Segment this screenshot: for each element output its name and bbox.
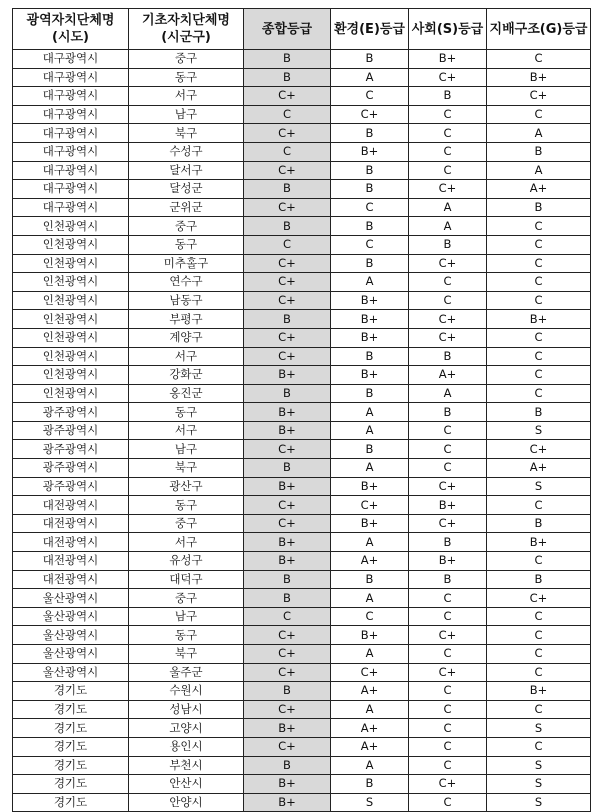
cell-social-grade: C+: [409, 514, 487, 533]
cell-sigungu: 대덕구: [129, 570, 244, 589]
cell-sigungu: 미추홀구: [129, 254, 244, 273]
cell-overall-grade: C: [244, 142, 331, 161]
cell-env-grade: B: [331, 50, 409, 69]
cell-sigungu: 부평구: [129, 310, 244, 329]
cell-sido: 울산광역시: [13, 589, 129, 608]
table-row: [13, 403, 591, 422]
table-row: [13, 347, 591, 366]
cell-sigungu: 부천시: [129, 756, 244, 775]
cell-sido: 광주광역시: [13, 477, 129, 496]
cell-env-grade: A+: [331, 552, 409, 571]
cell-sigungu: 서구: [129, 87, 244, 106]
cell-sigungu: 북구: [129, 124, 244, 143]
cell-env-grade: A+: [331, 737, 409, 756]
cell-gov-grade: C: [487, 235, 591, 254]
cell-overall-grade: C+: [244, 291, 331, 310]
table-row: [13, 589, 591, 608]
table-row: [13, 756, 591, 775]
cell-env-grade: A: [331, 459, 409, 478]
cell-social-grade: B+: [409, 552, 487, 571]
cell-overall-grade: B+: [244, 775, 331, 794]
header-sido: 광역자치단체명 (시도): [13, 9, 129, 50]
cell-overall-grade: B+: [244, 533, 331, 552]
cell-social-grade: C: [409, 756, 487, 775]
cell-sido: 인천광역시: [13, 273, 129, 292]
cell-overall-grade: C+: [244, 645, 331, 664]
cell-overall-grade: C+: [244, 626, 331, 645]
cell-overall-grade: C+: [244, 700, 331, 719]
cell-gov-grade: C: [487, 737, 591, 756]
cell-sido: 인천광역시: [13, 384, 129, 403]
cell-sigungu: 안산시: [129, 775, 244, 794]
cell-sido: 대구광역시: [13, 68, 129, 87]
cell-sido: 인천광역시: [13, 254, 129, 273]
cell-sido: 울산광역시: [13, 663, 129, 682]
cell-sido: 대구광역시: [13, 180, 129, 199]
cell-social-grade: C+: [409, 180, 487, 199]
cell-sigungu: 광산구: [129, 477, 244, 496]
cell-sigungu: 서구: [129, 533, 244, 552]
cell-social-grade: C: [409, 793, 487, 812]
cell-env-grade: B+: [331, 514, 409, 533]
cell-sigungu: 동구: [129, 626, 244, 645]
cell-social-grade: B: [409, 87, 487, 106]
cell-gov-grade: B+: [487, 682, 591, 701]
cell-sigungu: 중구: [129, 50, 244, 69]
cell-overall-grade: B: [244, 570, 331, 589]
table-row: [13, 328, 591, 347]
table-row: [13, 793, 591, 812]
cell-sigungu: 동구: [129, 235, 244, 254]
cell-social-grade: C+: [409, 626, 487, 645]
cell-social-grade: C+: [409, 663, 487, 682]
table-row: [13, 719, 591, 738]
cell-social-grade: C+: [409, 310, 487, 329]
cell-sido: 대구광역시: [13, 142, 129, 161]
cell-env-grade: C: [331, 607, 409, 626]
cell-env-grade: A: [331, 700, 409, 719]
cell-overall-grade: C+: [244, 328, 331, 347]
cell-sido: 경기도: [13, 682, 129, 701]
cell-gov-grade: S: [487, 477, 591, 496]
cell-overall-grade: B: [244, 756, 331, 775]
cell-overall-grade: C+: [244, 514, 331, 533]
cell-social-grade: C+: [409, 68, 487, 87]
cell-social-grade: C: [409, 105, 487, 124]
cell-overall-grade: C: [244, 105, 331, 124]
cell-env-grade: S: [331, 793, 409, 812]
cell-env-grade: A: [331, 68, 409, 87]
cell-sido: 인천광역시: [13, 366, 129, 385]
cell-sido: 인천광역시: [13, 217, 129, 236]
cell-env-grade: B: [331, 161, 409, 180]
cell-gov-grade: C+: [487, 440, 591, 459]
cell-sido: 대구광역시: [13, 198, 129, 217]
cell-sigungu: 연수구: [129, 273, 244, 292]
table-row: [13, 235, 591, 254]
cell-social-grade: C: [409, 142, 487, 161]
cell-sido: 대구광역시: [13, 87, 129, 106]
cell-env-grade: A: [331, 645, 409, 664]
cell-sigungu: 북구: [129, 459, 244, 478]
cell-gov-grade: S: [487, 756, 591, 775]
cell-env-grade: C+: [331, 105, 409, 124]
table-row: [13, 87, 591, 106]
cell-sigungu: 유성구: [129, 552, 244, 571]
table-row: [13, 161, 591, 180]
cell-gov-grade: C: [487, 700, 591, 719]
cell-sigungu: 고양시: [129, 719, 244, 738]
table-row: [13, 682, 591, 701]
cell-gov-grade: C: [487, 50, 591, 69]
cell-gov-grade: C: [487, 328, 591, 347]
cell-env-grade: B: [331, 124, 409, 143]
cell-sigungu: 용인시: [129, 737, 244, 756]
cell-gov-grade: C: [487, 626, 591, 645]
cell-gov-grade: B: [487, 570, 591, 589]
cell-sido: 인천광역시: [13, 310, 129, 329]
cell-env-grade: B+: [331, 477, 409, 496]
cell-overall-grade: B: [244, 384, 331, 403]
table-row: [13, 459, 591, 478]
cell-sigungu: 남구: [129, 440, 244, 459]
cell-gov-grade: B+: [487, 68, 591, 87]
cell-overall-grade: B: [244, 68, 331, 87]
table-row: [13, 105, 591, 124]
table-row: [13, 645, 591, 664]
cell-social-grade: C+: [409, 477, 487, 496]
cell-overall-grade: B+: [244, 719, 331, 738]
cell-gov-grade: B+: [487, 533, 591, 552]
cell-sido: 인천광역시: [13, 291, 129, 310]
cell-gov-grade: S: [487, 775, 591, 794]
header-row: [13, 9, 591, 50]
cell-gov-grade: A+: [487, 459, 591, 478]
table-row: [13, 477, 591, 496]
cell-sigungu: 남구: [129, 105, 244, 124]
cell-social-grade: A: [409, 198, 487, 217]
table-body: [13, 50, 591, 812]
cell-sigungu: 동구: [129, 68, 244, 87]
cell-gov-grade: C: [487, 366, 591, 385]
cell-sigungu: 강화군: [129, 366, 244, 385]
cell-social-grade: B+: [409, 50, 487, 69]
cell-gov-grade: C: [487, 663, 591, 682]
header-social-grade: 사회(S)등급: [409, 9, 487, 50]
cell-sigungu: 성남시: [129, 700, 244, 719]
cell-env-grade: B: [331, 440, 409, 459]
cell-sigungu: 남구: [129, 607, 244, 626]
cell-env-grade: B: [331, 217, 409, 236]
cell-gov-grade: B: [487, 142, 591, 161]
cell-overall-grade: B+: [244, 477, 331, 496]
cell-env-grade: B+: [331, 328, 409, 347]
cell-env-grade: B: [331, 180, 409, 199]
cell-sido: 광주광역시: [13, 421, 129, 440]
cell-overall-grade: C+: [244, 496, 331, 515]
cell-env-grade: C+: [331, 496, 409, 515]
cell-overall-grade: C+: [244, 87, 331, 106]
cell-social-grade: B: [409, 235, 487, 254]
cell-gov-grade: S: [487, 421, 591, 440]
header-overall-grade: 종합등급: [244, 9, 331, 50]
cell-overall-grade: B+: [244, 793, 331, 812]
cell-sigungu: 서구: [129, 347, 244, 366]
cell-env-grade: B+: [331, 142, 409, 161]
cell-overall-grade: C+: [244, 124, 331, 143]
header-env-grade: 환경(E)등급: [331, 9, 409, 50]
cell-sido: 광주광역시: [13, 440, 129, 459]
cell-sigungu: 수원시: [129, 682, 244, 701]
cell-sigungu: 안양시: [129, 793, 244, 812]
cell-env-grade: B: [331, 254, 409, 273]
table-row: [13, 552, 591, 571]
cell-gov-grade: C: [487, 552, 591, 571]
table-row: [13, 50, 591, 69]
cell-overall-grade: B: [244, 180, 331, 199]
cell-overall-grade: B: [244, 682, 331, 701]
cell-social-grade: C: [409, 124, 487, 143]
table-row: [13, 254, 591, 273]
cell-sigungu: 달서구: [129, 161, 244, 180]
table-row: [13, 663, 591, 682]
table-row: [13, 775, 591, 794]
cell-sido: 경기도: [13, 756, 129, 775]
cell-sido: 대구광역시: [13, 161, 129, 180]
table-row: [13, 626, 591, 645]
esg-grade-table: [12, 8, 591, 812]
cell-overall-grade: C+: [244, 737, 331, 756]
cell-overall-grade: B+: [244, 421, 331, 440]
cell-social-grade: C: [409, 459, 487, 478]
table-row: [13, 366, 591, 385]
cell-social-grade: C: [409, 700, 487, 719]
cell-env-grade: C: [331, 198, 409, 217]
table-row: [13, 198, 591, 217]
table-row: [13, 737, 591, 756]
header-gov-grade: 지배구조(G)등급: [487, 9, 591, 50]
cell-gov-grade: C: [487, 254, 591, 273]
cell-overall-grade: B: [244, 217, 331, 236]
cell-social-grade: B: [409, 533, 487, 552]
cell-sido: 대전광역시: [13, 514, 129, 533]
cell-gov-grade: A: [487, 124, 591, 143]
cell-sigungu: 북구: [129, 645, 244, 664]
cell-gov-grade: C: [487, 384, 591, 403]
cell-overall-grade: C+: [244, 254, 331, 273]
cell-env-grade: A: [331, 421, 409, 440]
table-row: [13, 514, 591, 533]
table-row: [13, 142, 591, 161]
cell-env-grade: B: [331, 775, 409, 794]
cell-social-grade: C+: [409, 328, 487, 347]
cell-sido: 대전광역시: [13, 533, 129, 552]
cell-env-grade: A: [331, 589, 409, 608]
cell-sigungu: 동구: [129, 403, 244, 422]
cell-gov-grade: C: [487, 607, 591, 626]
cell-social-grade: A: [409, 384, 487, 403]
grade-table-container: [12, 8, 591, 812]
table-row: [13, 180, 591, 199]
cell-env-grade: A: [331, 533, 409, 552]
cell-sigungu: 중구: [129, 217, 244, 236]
cell-sigungu: 동구: [129, 496, 244, 515]
cell-env-grade: B+: [331, 310, 409, 329]
cell-sido: 대전광역시: [13, 570, 129, 589]
cell-social-grade: C: [409, 737, 487, 756]
cell-gov-grade: B: [487, 514, 591, 533]
cell-social-grade: C: [409, 682, 487, 701]
cell-env-grade: B: [331, 347, 409, 366]
cell-env-grade: A: [331, 403, 409, 422]
table-row: [13, 124, 591, 143]
cell-sigungu: 수성구: [129, 142, 244, 161]
cell-sigungu: 옹진군: [129, 384, 244, 403]
cell-gov-grade: C: [487, 291, 591, 310]
header-sigungu: 기초자치단체명 (시군구): [129, 9, 244, 50]
cell-env-grade: B+: [331, 366, 409, 385]
cell-sigungu: 군위군: [129, 198, 244, 217]
cell-social-grade: B: [409, 403, 487, 422]
cell-env-grade: C: [331, 87, 409, 106]
cell-gov-grade: B+: [487, 310, 591, 329]
cell-sigungu: 중구: [129, 589, 244, 608]
cell-sido: 경기도: [13, 737, 129, 756]
table-row: [13, 384, 591, 403]
cell-sigungu: 남동구: [129, 291, 244, 310]
cell-sido: 인천광역시: [13, 235, 129, 254]
cell-sigungu: 울주군: [129, 663, 244, 682]
cell-gov-grade: C: [487, 217, 591, 236]
table-row: [13, 440, 591, 459]
cell-social-grade: B+: [409, 496, 487, 515]
cell-gov-grade: S: [487, 793, 591, 812]
cell-social-grade: C: [409, 291, 487, 310]
cell-overall-grade: C+: [244, 161, 331, 180]
cell-social-grade: B: [409, 570, 487, 589]
cell-env-grade: C: [331, 235, 409, 254]
cell-sido: 울산광역시: [13, 626, 129, 645]
table-row: [13, 533, 591, 552]
cell-gov-grade: C+: [487, 87, 591, 106]
table-row: [13, 310, 591, 329]
cell-gov-grade: C: [487, 496, 591, 515]
cell-overall-grade: B: [244, 50, 331, 69]
cell-gov-grade: A+: [487, 180, 591, 199]
cell-overall-grade: B: [244, 459, 331, 478]
cell-social-grade: C: [409, 589, 487, 608]
cell-sigungu: 계양구: [129, 328, 244, 347]
cell-env-grade: B+: [331, 291, 409, 310]
cell-env-grade: C+: [331, 663, 409, 682]
cell-sido: 대전광역시: [13, 552, 129, 571]
cell-social-grade: C: [409, 607, 487, 626]
cell-social-grade: C: [409, 645, 487, 664]
cell-gov-grade: C: [487, 347, 591, 366]
table-row: [13, 68, 591, 87]
cell-env-grade: A+: [331, 719, 409, 738]
cell-gov-grade: C: [487, 273, 591, 292]
cell-env-grade: A+: [331, 682, 409, 701]
cell-gov-grade: B: [487, 198, 591, 217]
cell-social-grade: B: [409, 347, 487, 366]
cell-social-grade: A: [409, 217, 487, 236]
cell-social-grade: C: [409, 273, 487, 292]
cell-social-grade: C+: [409, 254, 487, 273]
cell-sigungu: 서구: [129, 421, 244, 440]
cell-sido: 광주광역시: [13, 459, 129, 478]
cell-sido: 대구광역시: [13, 105, 129, 124]
cell-overall-grade: B: [244, 589, 331, 608]
cell-social-grade: C: [409, 719, 487, 738]
cell-sido: 대구광역시: [13, 124, 129, 143]
cell-overall-grade: C+: [244, 198, 331, 217]
cell-overall-grade: C+: [244, 347, 331, 366]
table-row: [13, 570, 591, 589]
cell-sido: 경기도: [13, 700, 129, 719]
cell-gov-grade: C: [487, 105, 591, 124]
table-row: [13, 291, 591, 310]
cell-gov-grade: S: [487, 719, 591, 738]
cell-sido: 광주광역시: [13, 403, 129, 422]
cell-env-grade: B: [331, 384, 409, 403]
cell-gov-grade: C+: [487, 589, 591, 608]
cell-overall-grade: B+: [244, 366, 331, 385]
cell-overall-grade: C: [244, 235, 331, 254]
cell-env-grade: A: [331, 273, 409, 292]
cell-gov-grade: B: [487, 403, 591, 422]
table-row: [13, 496, 591, 515]
cell-env-grade: A: [331, 756, 409, 775]
cell-sido: 경기도: [13, 719, 129, 738]
table-row: [13, 700, 591, 719]
cell-overall-grade: B: [244, 310, 331, 329]
cell-env-grade: B+: [331, 626, 409, 645]
cell-overall-grade: B+: [244, 552, 331, 571]
cell-social-grade: C: [409, 440, 487, 459]
cell-env-grade: B: [331, 570, 409, 589]
cell-sido: 대전광역시: [13, 496, 129, 515]
cell-sido: 대구광역시: [13, 50, 129, 69]
cell-social-grade: C: [409, 161, 487, 180]
cell-sido: 경기도: [13, 793, 129, 812]
table-row: [13, 421, 591, 440]
cell-overall-grade: C+: [244, 440, 331, 459]
cell-overall-grade: C+: [244, 663, 331, 682]
table-row: [13, 607, 591, 626]
cell-overall-grade: C+: [244, 273, 331, 292]
cell-overall-grade: C: [244, 607, 331, 626]
cell-gov-grade: C: [487, 645, 591, 664]
cell-social-grade: C: [409, 421, 487, 440]
cell-sido: 경기도: [13, 775, 129, 794]
cell-sido: 울산광역시: [13, 645, 129, 664]
cell-sido: 울산광역시: [13, 607, 129, 626]
cell-gov-grade: A: [487, 161, 591, 180]
cell-social-grade: C+: [409, 775, 487, 794]
table-row: [13, 273, 591, 292]
table-row: [13, 217, 591, 236]
cell-overall-grade: B+: [244, 403, 331, 422]
cell-sigungu: 중구: [129, 514, 244, 533]
cell-sido: 인천광역시: [13, 328, 129, 347]
cell-sigungu: 달성군: [129, 180, 244, 199]
cell-sido: 인천광역시: [13, 347, 129, 366]
cell-social-grade: A+: [409, 366, 487, 385]
